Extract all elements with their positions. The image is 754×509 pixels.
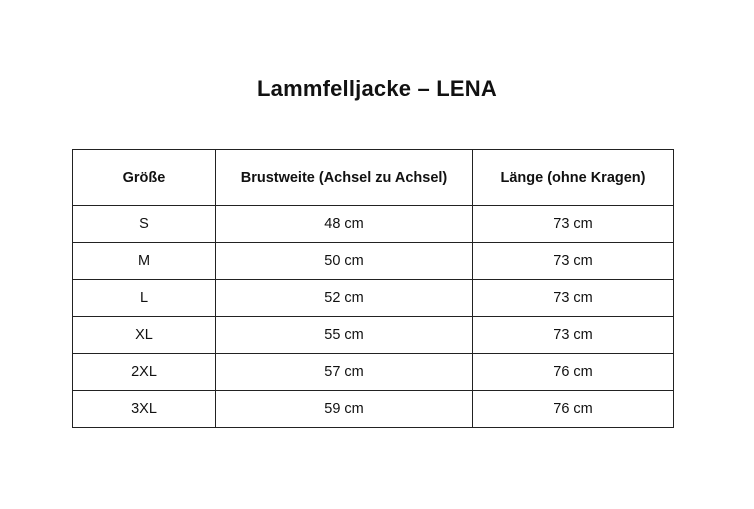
cell-length: 76 cm xyxy=(473,391,674,428)
table-row xyxy=(73,317,674,354)
table-row xyxy=(73,243,674,280)
page-title: Lammfelljacke – LENA xyxy=(257,76,497,101)
table-row xyxy=(73,280,674,317)
cell-size: 3XL xyxy=(73,391,216,428)
cell-size: XL xyxy=(73,317,216,354)
cell-chest-width: 59 cm xyxy=(216,391,473,428)
header-chest-width: Brustweite (Achsel zu Achsel) xyxy=(216,150,473,206)
size-table xyxy=(72,149,674,428)
cell-length: 73 cm xyxy=(473,243,674,280)
cell-size: 2XL xyxy=(73,354,216,391)
cell-chest-width: 50 cm xyxy=(216,243,473,280)
cell-size: L xyxy=(73,280,216,317)
cell-length: 73 cm xyxy=(473,206,674,243)
table-row xyxy=(73,354,674,391)
cell-size: S xyxy=(73,206,216,243)
cell-chest-width: 55 cm xyxy=(216,317,473,354)
cell-chest-width: 57 cm xyxy=(216,354,473,391)
table-header-row xyxy=(73,150,674,206)
cell-size: M xyxy=(73,243,216,280)
cell-chest-width: 52 cm xyxy=(216,280,473,317)
table-row xyxy=(73,206,674,243)
cell-length: 73 cm xyxy=(473,280,674,317)
cell-length: 76 cm xyxy=(473,354,674,391)
table-row xyxy=(73,391,674,428)
header-size: Größe xyxy=(73,150,216,206)
header-length: Länge (ohne Kragen) xyxy=(473,150,674,206)
cell-length: 73 cm xyxy=(473,317,674,354)
cell-chest-width: 48 cm xyxy=(216,206,473,243)
